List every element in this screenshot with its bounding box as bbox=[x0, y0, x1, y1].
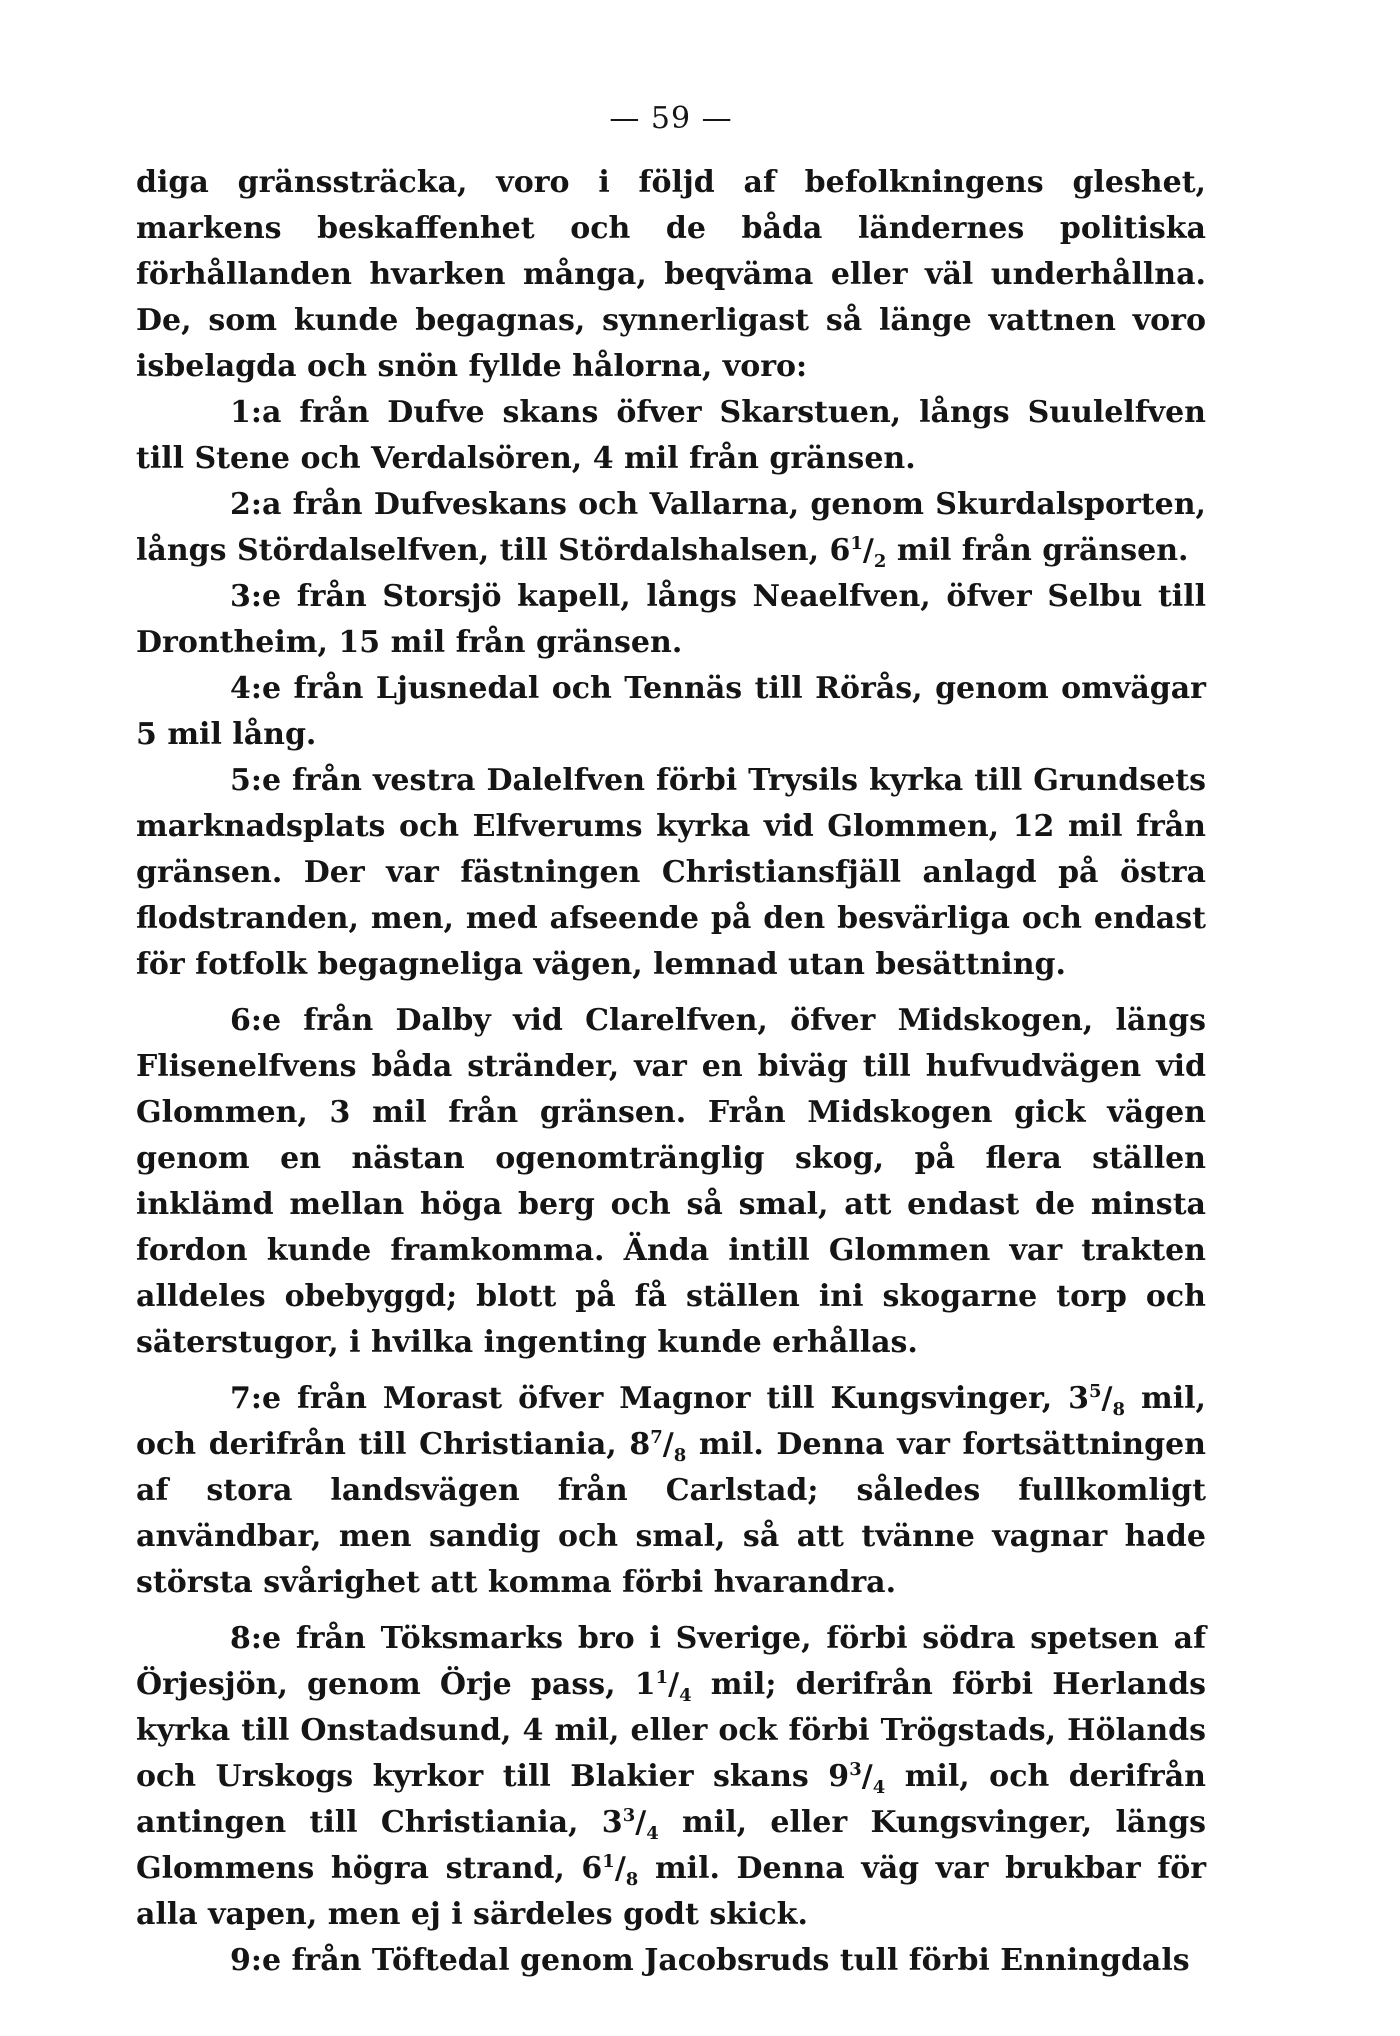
route-7-text-3: mil. Denna var fortsättningen af stora landsvägen från Carlstad; således fullkomligt användbar, men sandig och smal, så att tvänne vagnar hade största svårighet att komma förbi hvarandra. bbox=[136, 1427, 1206, 1600]
route-2-text-before: 2:a från Dufveskans och Vallarna, genom Skurdalsporten, långs Stördalselfven, till Stördalshalsen, 6 bbox=[136, 487, 1206, 568]
route-7-text-1: 7:e från Morast öfver Magnor till Kungsvinger, 3 bbox=[230, 1381, 1090, 1416]
paragraph-route-1: 1:a från Dufve skans öfver Skarstuen, långs Suulelfven till Stene och Verdalsören, 4 mil från gränsen. bbox=[136, 395, 1206, 476]
route-7-fraction-1-numerator: 5 bbox=[1089, 1381, 1102, 1402]
paragraph-route-2 bbox=[136, 482, 1206, 574]
route-8-fraction-3-numerator: 3 bbox=[622, 1805, 636, 1826]
route-8-text-3: mil, och derifrån antingen till Christiania, 3 bbox=[136, 1759, 1206, 1840]
route-8-fraction-3-denominator: 4 bbox=[646, 1823, 659, 1844]
route-8-fraction-4-numerator: 1 bbox=[602, 1851, 615, 1872]
page-number: — 59 — bbox=[609, 101, 733, 136]
route-2-fraction-denominator: 2 bbox=[873, 551, 887, 572]
route-7-fraction-2-denominator: 8 bbox=[673, 1445, 687, 1466]
paragraph-route-6: 6:e från Dalby vid Clarelfven, öfver Midskogen, längs Flisenelfvens båda stränder, var en biväg till hufvudvägen vid Glommen, 3 mil från gränsen. Från Midskogen gick vägen genom en nästan ogenomtränglig skog, på flera ställen inklämd mellan höga berg och så smal, att endast de minsta fordon kunde framkomma. Ända intill Glommen var trakten alldeles obebyggd; blott på få ställen ini skogarne torp och säterstugor, i hvilka ingenting kunde erhållas. bbox=[136, 1003, 1206, 1360]
route-2-text-after: mil från gränsen. bbox=[886, 533, 1189, 568]
route-8-text-4: mil, eller Kungsvinger, längs Glommens högra strand, 6 bbox=[136, 1805, 1206, 1886]
route-7-text-2: mil, och derifrån till Christiania, 8 bbox=[136, 1381, 1206, 1462]
route-7-fraction-2-numerator: 7 bbox=[650, 1427, 663, 1448]
paragraph-intro: diga gränssträcka, voro i följd af befolkningens gleshet, markens beskaffenhet och de båda ländernes politiska förhållanden hvarken många, beqväma eller väl underhållna. De, som kunde begagnas, synnerligast så länge vattnen voro isbelagda och snön fyllde hålorna, voro: bbox=[136, 165, 1206, 384]
route-8-text-5: mil. Denna väg var brukbar för alla vapen, men ej i särdeles godt skick. bbox=[136, 1851, 1207, 1932]
route-8-fraction-1-denominator: 4 bbox=[679, 1685, 692, 1706]
document-page bbox=[136, 96, 1206, 1984]
paragraph-route-9: 9:e från Töftedal genom Jacobsruds tull förbi Enningdals bbox=[230, 1943, 1190, 1978]
paragraph-route-5: 5:e från vestra Dalelfven förbi Trysils kyrka till Grundsets marknadsplats och Elfverums kyrka vid Glommen, 12 mil från gränsen. Der var fästningen Christiansfjäll anlagd på östra flodstranden, men, med afseende på den besvärliga och endast för fotfolk begagneliga vägen, lemnad utan besättning. bbox=[136, 763, 1206, 982]
paragraph-route-8: 8:e från Töksmarks bro i Sverige, förbi södra spetsen af Örjesjön, genom Örje pass, $1^1/_4$ mil; derifrån förbi Herlands kyrka till Onstadsund, 4 mil, eller ock förbi Trögstads, Hölands och Urskogs kyrkor till Blakier skans $9^3/_4$ mil, och derifrån antingen till Christiania, $3^3/_4$ mil, eller Kungsvinger, längs Glommens högra strand, $6^1/_8$ mil. Denna väg var brukbar för alla vapen, men ej i särdeles godt skick. bbox=[136, 1621, 1207, 1932]
route-8-fraction-2-denominator: 4 bbox=[872, 1777, 886, 1798]
route-2-fraction-separator: / bbox=[862, 533, 874, 568]
route-2-fraction-numerator: 1 bbox=[850, 533, 863, 554]
route-8-text-2: mil; derifrån förbi Herlands kyrka till Onstadsund, 4 mil, eller ock förbi Trögstads, Hölands och Urskogs kyrkor till Blakier skans 9 bbox=[136, 1667, 1206, 1794]
route-8-fraction-1-numerator: 1 bbox=[655, 1667, 669, 1688]
route-8-text-1: 8:e från Töksmarks bro i Sverige, förbi södra spetsen af Örjesjön, genom Örje pass, 1 bbox=[136, 1621, 1206, 1702]
route-8-fraction-2-numerator: 3 bbox=[849, 1759, 862, 1780]
paragraph-route-3: 3:e från Storsjö kapell, långs Neaelfven, öfver Selbu till Drontheim, 15 mil från gränsen. bbox=[136, 579, 1206, 660]
route-8-fraction-4-denominator: 8 bbox=[625, 1869, 639, 1890]
paragraph-route-7: 7:e från Morast öfver Magnor till Kungsvinger, $3^5/_8$ mil, och derifrån till Christiania, $8^7/_8$ mil. Denna var fortsättningen af stora landsvägen från Carlstad; således fullkomligt användbar, men sandig och smal, så att tvänne vagnar hade största svårighet att komma förbi hvarandra. bbox=[136, 1381, 1206, 1600]
route-7-fraction-1-denominator: 8 bbox=[1112, 1399, 1126, 1420]
paragraph-route-4: 4:e från Ljusnedal och Tennäs till Rörås, genom omvägar 5 mil lång. bbox=[136, 671, 1206, 752]
